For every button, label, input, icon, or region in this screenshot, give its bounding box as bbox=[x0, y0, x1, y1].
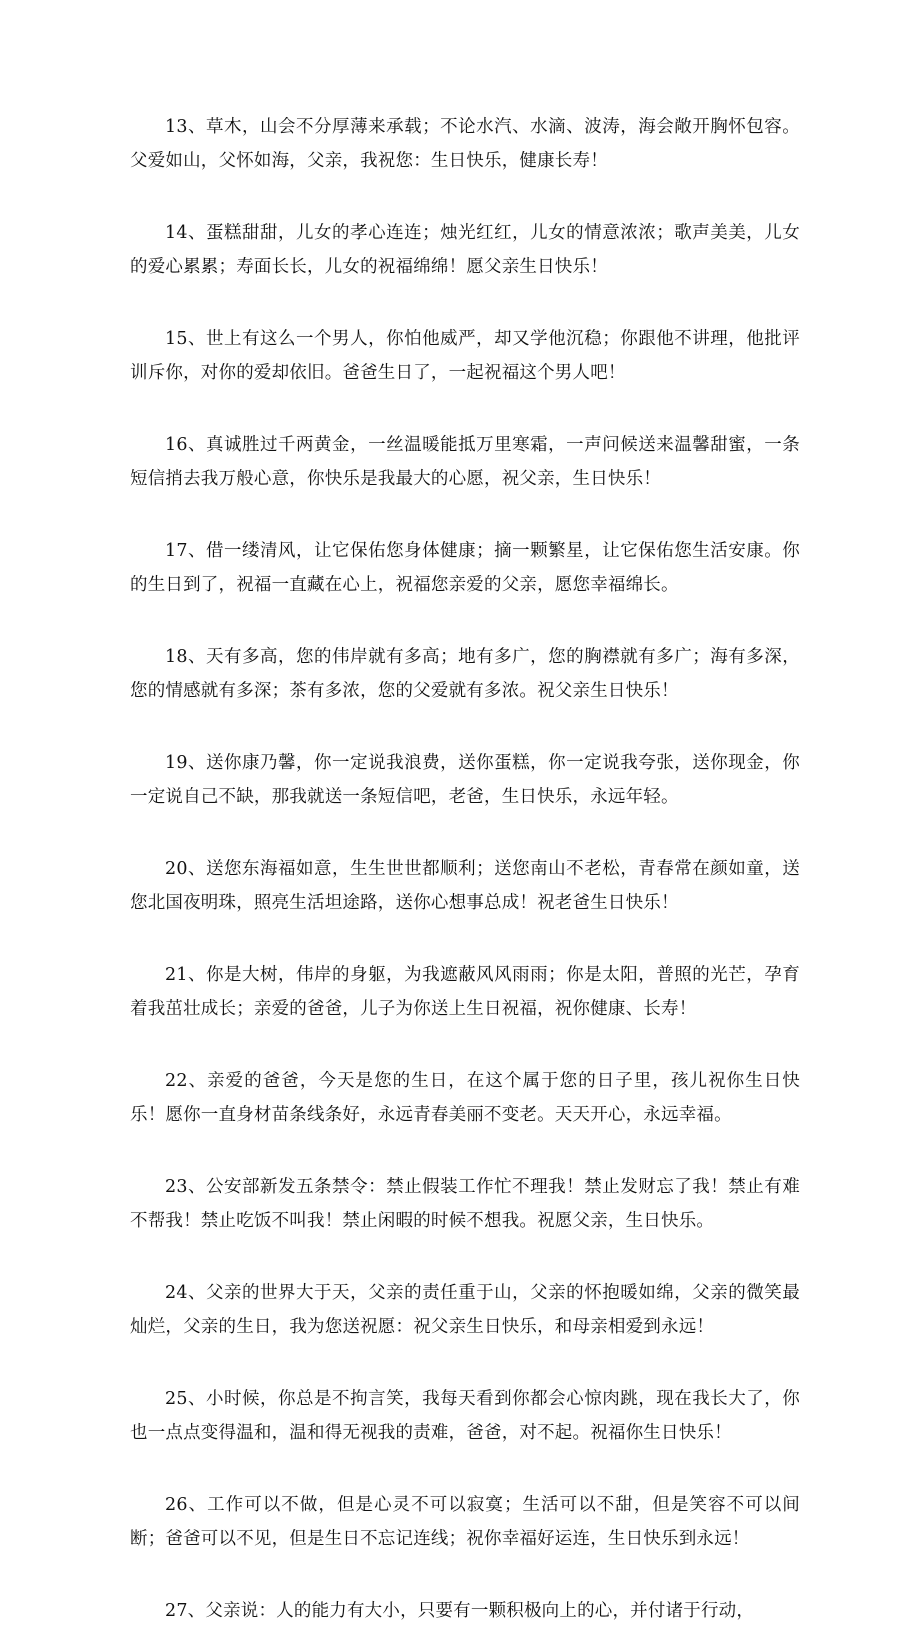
paragraph-13: 13、草木，山会不分厚薄来承载；不论水汽、水滴、波涛，海会敞开胸怀包容。父爱如山，父怀如海，父亲，我祝您：生日快乐，健康长寿！ bbox=[130, 117, 800, 171]
paragraph-24: 24、父亲的世界大于天，父亲的责任重于山，父亲的怀抱暖如绵，父亲的微笑最灿烂，父亲的生日，我为您送祝愿：祝父亲生日快乐，和母亲相爱到永远！ bbox=[130, 1283, 800, 1337]
paragraph-18: 18、天有多高，您的伟岸就有多高；地有多广，您的胸襟就有多广；海有多深，您的情感就有多深；茶有多浓，您的父爱就有多浓。祝父亲生日快乐！ bbox=[130, 647, 800, 701]
paragraph-20: 20、送您东海福如意，生生世世都顺利；送您南山不老松，青春常在颜如童，送您北国夜明珠，照亮生活坦途路，送你心想事总成！祝老爸生日快乐！ bbox=[130, 859, 800, 913]
paragraph-22: 22、亲爱的爸爸，今天是您的生日，在这个属于您的日子里，孩儿祝你生日快乐！愿你一直身材苗条线条好，永远青春美丽不变老。天天开心，永远幸福。 bbox=[130, 1071, 800, 1125]
paragraph-14: 14、蛋糕甜甜，儿女的孝心连连；烛光红红，儿女的情意浓浓；歌声美美，儿女的爱心累累；寿面长长，儿女的祝福绵绵！愿父亲生日快乐！ bbox=[130, 223, 800, 277]
paragraph-26: 26、工作可以不做，但是心灵不可以寂寞；生活可以不甜，但是笑容不可以间断；爸爸可以不见，但是生日不忘记连线；祝你幸福好运连，生日快乐到永远！ bbox=[130, 1495, 800, 1549]
paragraph-23: 23、公安部新发五条禁令：禁止假装工作忙不理我！禁止发财忘了我！禁止有难不帮我！禁止吃饭不叫我！禁止闲暇的时候不想我。祝愿父亲，生日快乐。 bbox=[130, 1177, 800, 1231]
paragraph-19: 19、送你康乃馨，你一定说我浪费，送你蛋糕，你一定说我夸张，送你现金，你一定说自己不缺，那我就送一条短信吧，老爸，生日快乐，永远年轻。 bbox=[130, 753, 800, 807]
paragraph-15: 15、世上有这么一个男人，你怕他威严，却又学他沉稳；你跟他不讲理，他批评训斥你，对你的爱却依旧。爸爸生日了，一起祝福这个男人吧！ bbox=[130, 329, 800, 383]
paragraph-17: 17、借一缕清风，让它保佑您身体健康；摘一颗繁星，让它保佑您生活安康。你的生日到了，祝福一直藏在心上，祝福您亲爱的父亲，愿您幸福绵长。 bbox=[130, 541, 800, 595]
paragraph-25: 25、小时候，你总是不拘言笑，我每天看到你都会心惊肉跳，现在我长大了，你也一点点变得温和，温和得无视我的责难，爸爸，对不起。祝福你生日快乐！ bbox=[130, 1389, 800, 1443]
paragraph-21: 21、你是大树，伟岸的身躯，为我遮蔽风风雨雨；你是太阳，普照的光芒，孕育着我茁壮成长；亲爱的爸爸，儿子为你送上生日祝福，祝你健康、长寿！ bbox=[130, 965, 800, 1019]
paragraph-16: 16、真诚胜过千两黄金，一丝温暖能抵万里寒霜，一声问候送来温馨甜蜜，一条短信捎去我万般心意，你快乐是我最大的心愿，祝父亲，生日快乐！ bbox=[130, 435, 800, 489]
paragraph-27: 27、父亲说：人的能力有大小，只要有一颗积极向上的心，并付诸于行动， bbox=[165, 1601, 755, 1621]
